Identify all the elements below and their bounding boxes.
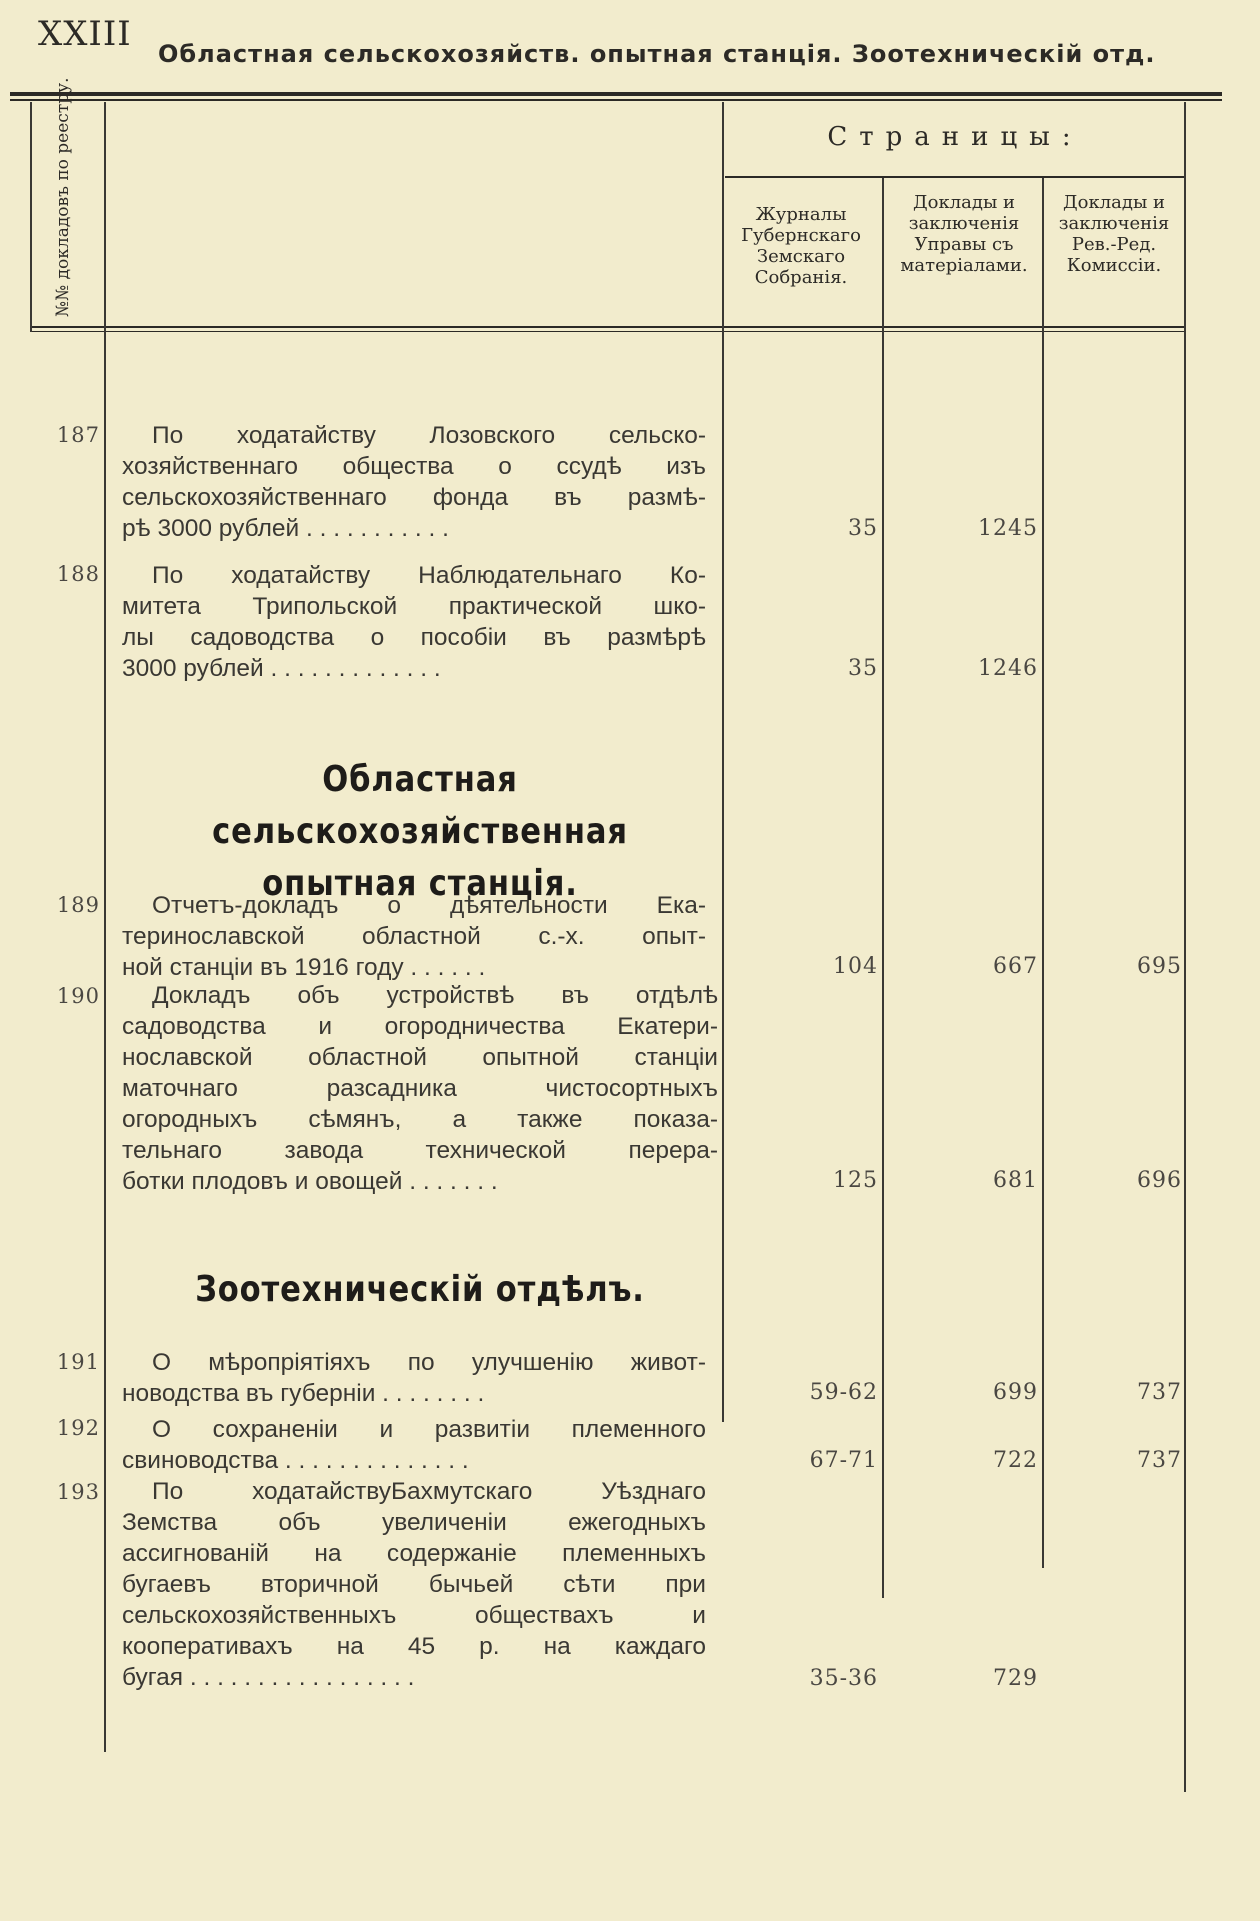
regno-188: 188 [56, 562, 100, 586]
entry-line: Докладъ объ устройствѣ въ отдѣлѣ [152, 982, 718, 1009]
vline-desc [722, 102, 724, 1422]
header-rule-2 [30, 331, 1186, 332]
reports-page-192: 722 [993, 1448, 1038, 1473]
entry-line: сельскохозяйственныхъ обществахъ и [122, 1602, 706, 1629]
section-title-station: Областная сельскохозяйственная опытная станція. [212, 759, 628, 904]
entry-line: садоводства и огородничества Екатери- [122, 1013, 718, 1040]
entry-line: По ходатайству Лозовского сельско- [152, 422, 706, 449]
entry-line: бугаевъ вторичной бычьей сѣти при [122, 1571, 706, 1598]
entry-line: ботки плодовъ и овощей . . . . . . . [122, 1168, 498, 1195]
regno-193: 193 [56, 1480, 100, 1504]
reports-column-header: Доклады и заключенія Управы съ матеріалами. [900, 192, 1028, 276]
commission-column-header: Доклады и заключенія Рев.-Ред. Комиссіи. [1058, 192, 1170, 276]
entry-line: хозяйственнаго общества о ссудѣ изъ [122, 453, 706, 480]
running-title: Областная сельскохозяйств. опытная станція. Зоотехническій отд. [158, 40, 1156, 68]
top-rule-thick [10, 92, 1222, 96]
top-rule-thin [10, 99, 1222, 101]
commission-page-190: 696 [1137, 1168, 1182, 1193]
regno-191: 191 [56, 1350, 100, 1374]
reports-page-193: 729 [993, 1666, 1038, 1691]
entry-text-187 [122, 420, 706, 544]
journals-page-189: 104 [833, 954, 878, 979]
journals-page-192: 67-71 [809, 1448, 878, 1473]
journals-page-191: 59-62 [809, 1380, 878, 1405]
entry-text-193 [122, 1476, 706, 1693]
entry-text-188 [122, 560, 706, 684]
vline-regno [104, 102, 106, 1752]
journals-page-193: 35-36 [809, 1666, 878, 1691]
commission-page-191: 737 [1137, 1380, 1182, 1405]
entry-line: О мѣропріятіяхъ по улучшенію живот- [152, 1349, 706, 1376]
reports-page-191: 699 [993, 1380, 1038, 1405]
reports-page-188: 1246 [978, 656, 1038, 681]
entry-line: тельнаго завода технической перера- [122, 1137, 718, 1164]
vline-right [1184, 102, 1186, 1792]
regno-column-header: №№ докладовъ по реестру. [53, 77, 73, 317]
regno-187: 187 [56, 423, 100, 447]
entry-text-192 [122, 1414, 706, 1476]
entry-text-189 [122, 890, 706, 983]
entry-line: По ходатайству Наблюдательнаго Ко- [152, 562, 706, 589]
entry-line: Отчетъ-докладъ о дѣятельности Ека- [152, 892, 706, 919]
entry-line: лы садоводства о пособіи въ размѣрѣ [122, 624, 706, 651]
journals-column-header: Журналы Губернскаго Земскаго Собранія. [741, 204, 861, 288]
entry-line: Земства объ увеличеніи ежегодныхъ [122, 1509, 706, 1536]
entry-line: нославской областной опытной станціи [122, 1044, 718, 1071]
entry-line: кооперативахъ на 45 р. на каждаго [122, 1633, 706, 1660]
journals-page-190: 125 [833, 1168, 878, 1193]
pages-header: Страницы: [827, 122, 1083, 152]
regno-192: 192 [56, 1416, 100, 1440]
entry-line: новодства въ губерніи . . . . . . . . [122, 1380, 485, 1407]
entry-line: свиноводства . . . . . . . . . . . . . . [122, 1447, 469, 1474]
entry-text-191 [122, 1347, 706, 1409]
journals-page-187: 35 [848, 516, 878, 541]
entry-line: рѣ 3000 рублей . . . . . . . . . . . [122, 515, 449, 542]
header-rule-1 [30, 326, 1186, 328]
entry-line: сельскохозяйственнаго фонда въ размѣ- [122, 484, 706, 511]
commission-page-192: 737 [1137, 1448, 1182, 1473]
entry-line: ной станціи въ 1916 году . . . . . . [122, 954, 486, 981]
entry-line: О сохраненіи и развитіи племенного [152, 1416, 706, 1443]
regno-190: 190 [56, 984, 100, 1008]
entry-line: ассигнованій на содержаніе племенныхъ [122, 1540, 706, 1567]
journals-page-188: 35 [848, 656, 878, 681]
reports-page-189: 667 [993, 954, 1038, 979]
regno-189: 189 [56, 893, 100, 917]
reports-page-190: 681 [993, 1168, 1038, 1193]
pages-subrule [725, 176, 1185, 178]
vline-journals [882, 178, 884, 1598]
commission-page-189: 695 [1137, 954, 1182, 979]
entry-line: митета Трипольской практической шко- [122, 593, 706, 620]
vline-reports [1042, 178, 1044, 1568]
entry-line: По ходатайствуБахмутскаго Уѣзднаго [152, 1478, 706, 1505]
entry-line: теринославской областной с.-х. опыт- [122, 923, 706, 950]
entry-text-190 [122, 980, 718, 1197]
entry-line: огородныхъ сѣмянъ, а также показа- [122, 1106, 718, 1133]
reports-page-187: 1245 [978, 516, 1038, 541]
entry-line: бугая . . . . . . . . . . . . . . . . . [122, 1664, 415, 1691]
entry-line: 3000 рублей . . . . . . . . . . . . . [122, 655, 441, 682]
entry-line: маточнаго разсадника чистосортныхъ [122, 1075, 718, 1102]
section-title-zootech: Зоотехническій отдѣлъ. [195, 1269, 645, 1310]
page-number: XXIII [38, 14, 132, 54]
